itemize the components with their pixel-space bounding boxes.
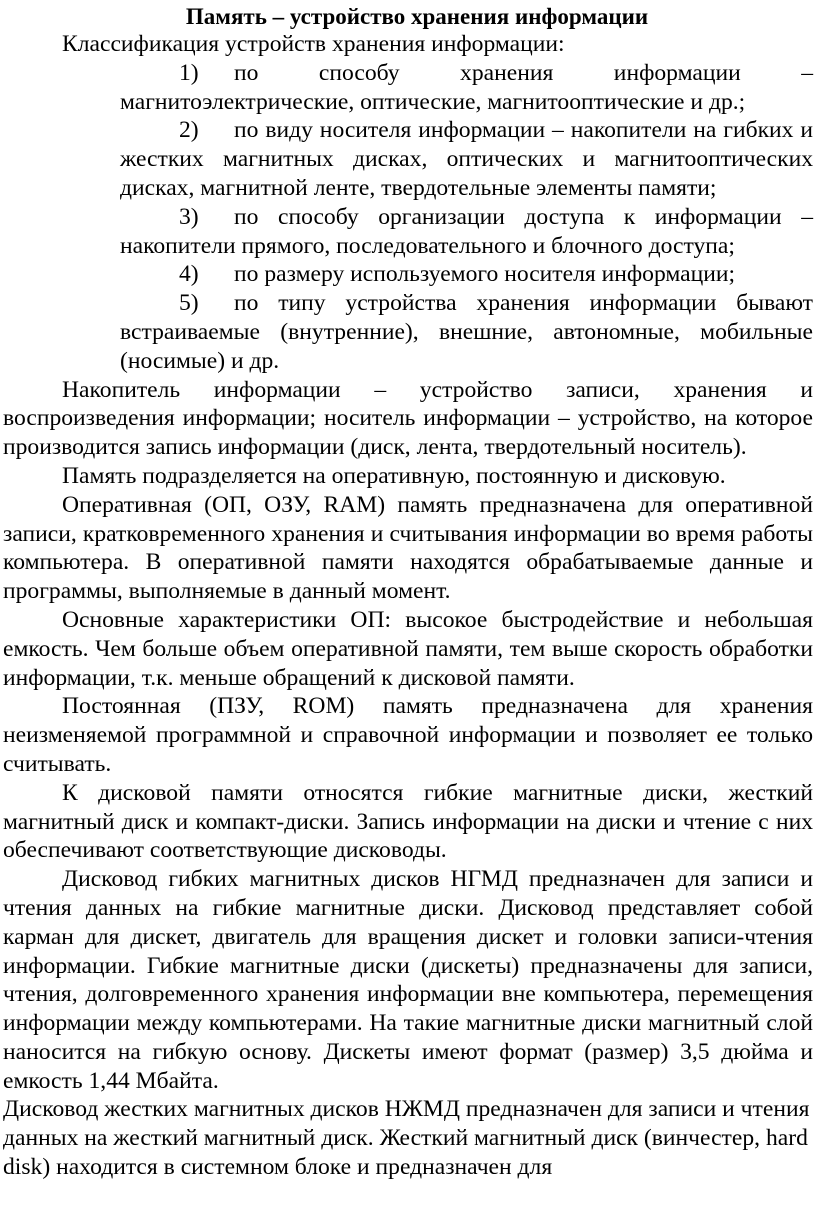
list-item-number: 1)	[179, 59, 199, 86]
list-item-text: по способу организации доступа к информации – накопители прямого, последовательного и блочного доступа;	[120, 203, 813, 259]
paragraph-storage-device: Накопитель информации – устройство записи, хранения и воспроизведения информации; носитель информации – устройство, на которое производится запись информации (диск, лента, твердотельный носитель).	[3, 376, 813, 461]
list-item	[3, 260, 813, 289]
intro-text: Классификация устройств хранения информации:	[62, 31, 565, 57]
classification-list	[62, 59, 813, 376]
list-item-text: по способу хранения информации – магнитоэлектрические, оптические, магнитооптические и др.;	[120, 59, 813, 115]
list-item	[3, 116, 813, 202]
list-item-number: 2)	[179, 117, 199, 144]
paragraph-floppy-drive: Дисковод гибких магнитных дисков НГМД предназначен для записи и чтения данных на гибкие магнитные диски. Дисковод представляет собой карман для дискет, двигатель для вращения дискет и головки записи-чтения информации. Гибкие магнитные диски (дискеты) предназначены для записи, чтения, долговременного хранения информации вне компьютера, перемещения информации между компьютерами. На такие магнитные диски магнитный слой наносится на гибкую основу. Дискеты имеют формат (размер) 3,5 дюйма и емкость 1,44 Мбайта.	[3, 866, 813, 1094]
list-item-text: по размеру используемого носителя информации;	[234, 261, 736, 288]
paragraph-ram: Оперативная (ОП, ОЗУ, RAM) память предназначена для оперативной записи, кратковременного хранения и считывания информации во время работы компьютера. В оперативной памяти находятся обрабатываемые данные и программы, выполняемые в данный момент.	[3, 491, 813, 605]
list-item-number: 4)	[179, 261, 199, 288]
paragraph-hard-drive: Дисковод жестких магнитных дисков НЖМД предназначен для записи и чтения данных на жесткий магнитный диск. Жесткий магнитный диск (винчестер, hard disk) находится в системном блоке и предназначен для	[3, 1096, 810, 1181]
paragraph-rom: Постоянная (ПЗУ, ROM) память предназначена для хранения неизменяемой программной и справочной информации и позволяет ее только считывать.	[3, 693, 813, 777]
list-item-text: по типу устройства хранения информации бывают встраиваемые (внутренние), внешние, автономные, мобильные (носимые) и др.	[120, 290, 813, 374]
list-item	[3, 59, 813, 117]
list-item-number: 5)	[179, 290, 199, 317]
paragraph-disk-memory: К дисковой памяти относятся гибкие магнитные диски, жесткий магнитный диск и компакт-диски. Запись информации на диски и чтение с них обеспечивают соответствующие дисководы.	[3, 779, 813, 864]
list-item-text: по виду носителя информации – накопители на гибких и жестких магнитных дисках, оптических и магнитооптических дисках, магнитной ленте, твердотельные элементы памяти;	[120, 117, 813, 201]
list-item	[3, 289, 813, 375]
document-title: Память – устройство хранения информации	[185, 4, 649, 29]
paragraph-memory-types: Память подразделяется на оперативную, постоянную и дисковую.	[62, 462, 726, 489]
list-item	[3, 203, 813, 261]
paragraph-ram-characteristics: Основные характеристики ОП: высокое быстродействие и небольшая емкость. Чем больше объем оперативной памяти, тем выше скорость обработки информации, т.к. меньше обращений к дисковой памяти.	[3, 606, 813, 691]
list-item-number: 3)	[179, 203, 199, 230]
